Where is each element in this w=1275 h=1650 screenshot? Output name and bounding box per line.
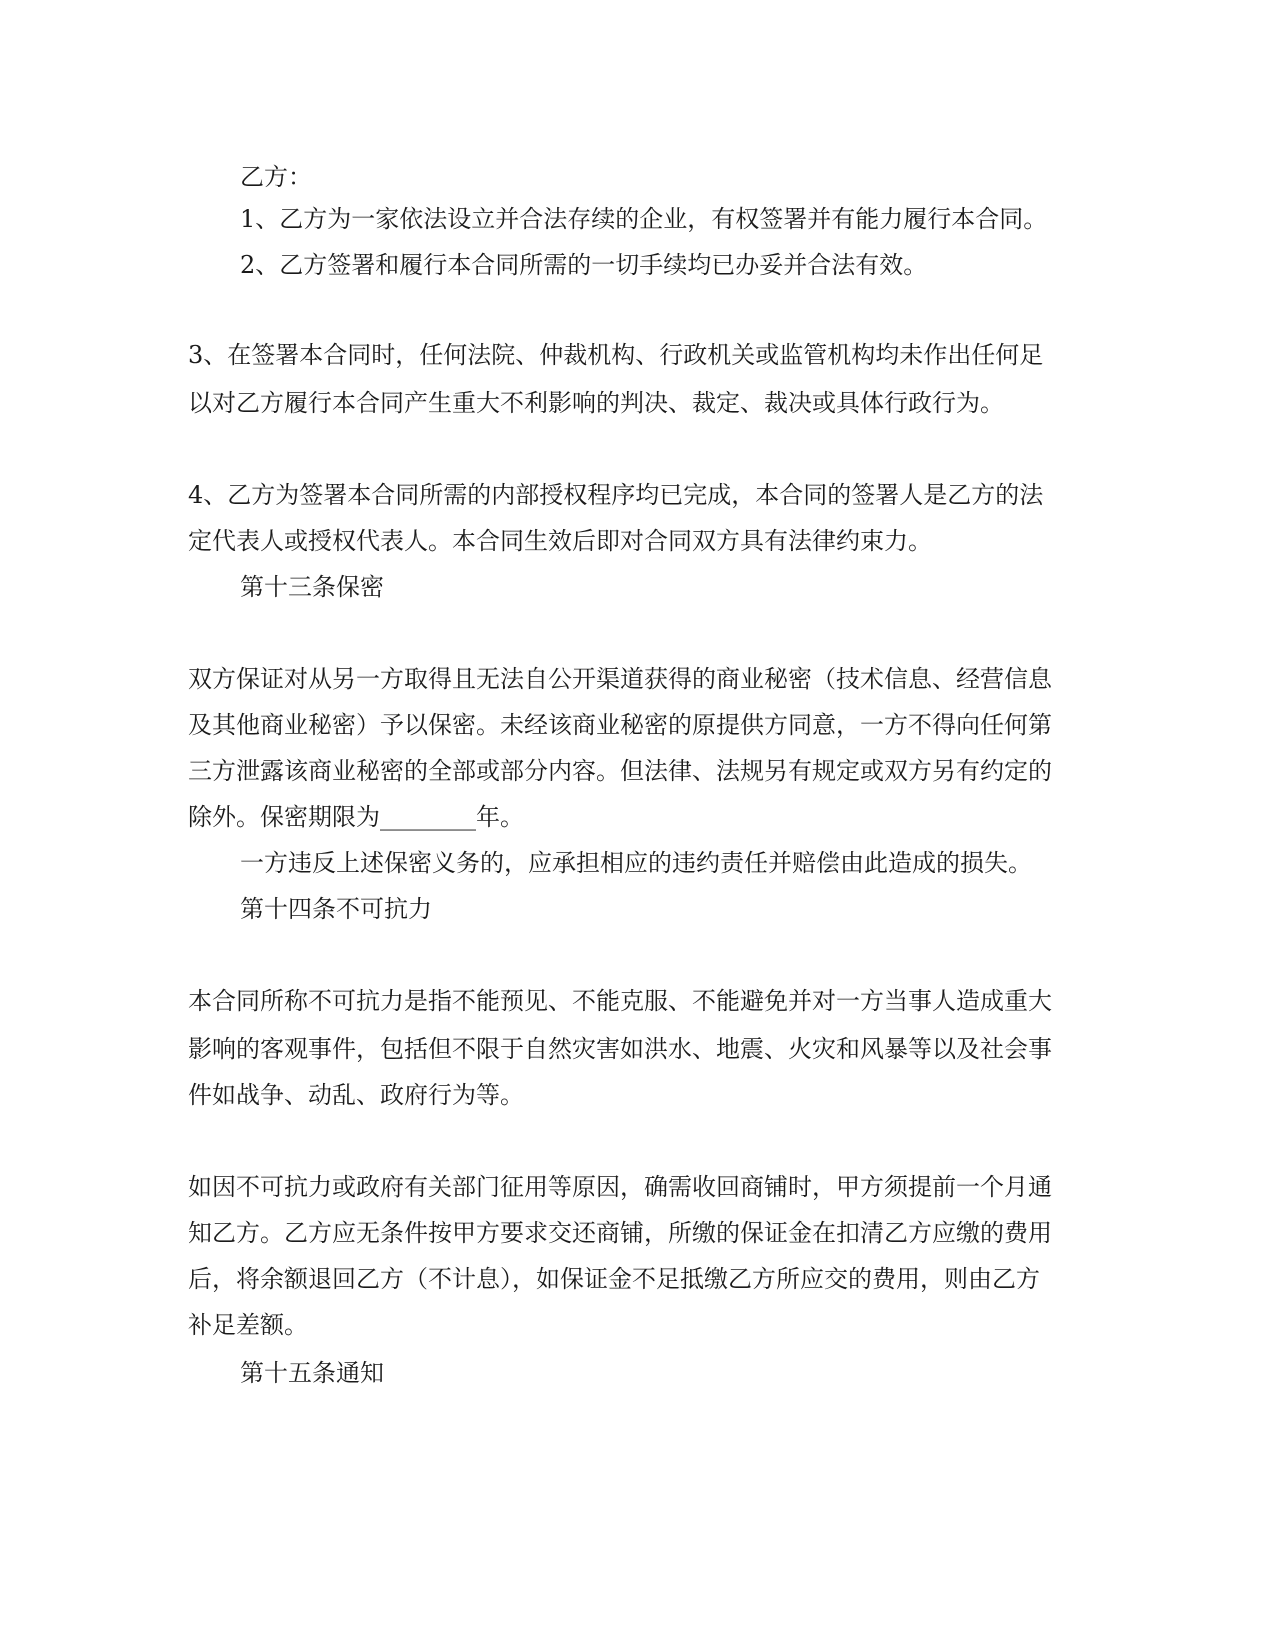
party-b-item-2: 2、乙方签署和履行本合同所需的一切手续均已办妥并合法有效。: [240, 251, 928, 279]
confidentiality-line-2: 及其他商业秘密）予以保密。未经该商业秘密的原提供方同意，一方不得向任何第: [188, 711, 1052, 739]
party-b-heading: 乙方：: [240, 163, 312, 191]
requisition-line-2: 知乙方。乙方应无条件按甲方要求交还商铺，所缴的保证金在扣清乙方应缴的费用: [188, 1219, 1052, 1247]
article-13-heading: 第十三条保密: [240, 573, 384, 601]
requisition-line-3: 后，将余额退回乙方（不计息），如保证金不足抵缴乙方所应交的费用，则由乙方: [188, 1265, 1040, 1293]
force-majeure-line-3: 件如战争、动乱、政府行为等。: [188, 1081, 524, 1109]
article-14-heading: 第十四条不可抗力: [240, 895, 432, 923]
confidentiality-line-1: 双方保证对从另一方取得且无法自公开渠道获得的商业秘密（技术信息、经营信息: [188, 665, 1052, 693]
party-b-item-1: 1、乙方为一家依法设立并合法存续的企业，有权签署并有能力履行本合同。: [240, 205, 1048, 233]
confidentiality-line-4: 除外。保密期限为________年。: [188, 803, 524, 831]
confidentiality-breach-clause: 一方违反上述保密义务的，应承担相应的违约责任并赔偿由此造成的损失。: [240, 849, 1032, 877]
force-majeure-line-1: 本合同所称不可抗力是指不能预见、不能克服、不能避免并对一方当事人造成重大: [188, 987, 1052, 1015]
party-b-item-4-line-2: 定代表人或授权代表人。本合同生效后即对合同双方具有法律约束力。: [188, 527, 932, 555]
requisition-line-1: 如因不可抗力或政府有关部门征用等原因，确需收回商铺时，甲方须提前一个月通: [188, 1173, 1052, 1201]
confidentiality-line-3: 三方泄露该商业秘密的全部或部分内容。但法律、法规另有规定或双方另有约定的: [188, 757, 1052, 785]
party-b-item-4-line-1: 4、乙方为签署本合同所需的内部授权程序均已完成，本合同的签署人是乙方的法: [188, 481, 1044, 509]
article-15-heading: 第十五条通知: [240, 1359, 384, 1387]
party-b-item-3-line-2: 以对乙方履行本合同产生重大不利影响的判决、裁定、裁决或具体行政行为。: [188, 389, 1004, 417]
requisition-line-4: 补足差额。: [188, 1311, 308, 1339]
party-b-item-3-line-1: 3、在签署本合同时，任何法院、仲裁机构、行政机关或监管机构均未作出任何足: [188, 341, 1044, 369]
force-majeure-line-2: 影响的客观事件，包括但不限于自然灾害如洪水、地震、火灾和风暴等以及社会事: [188, 1035, 1052, 1063]
